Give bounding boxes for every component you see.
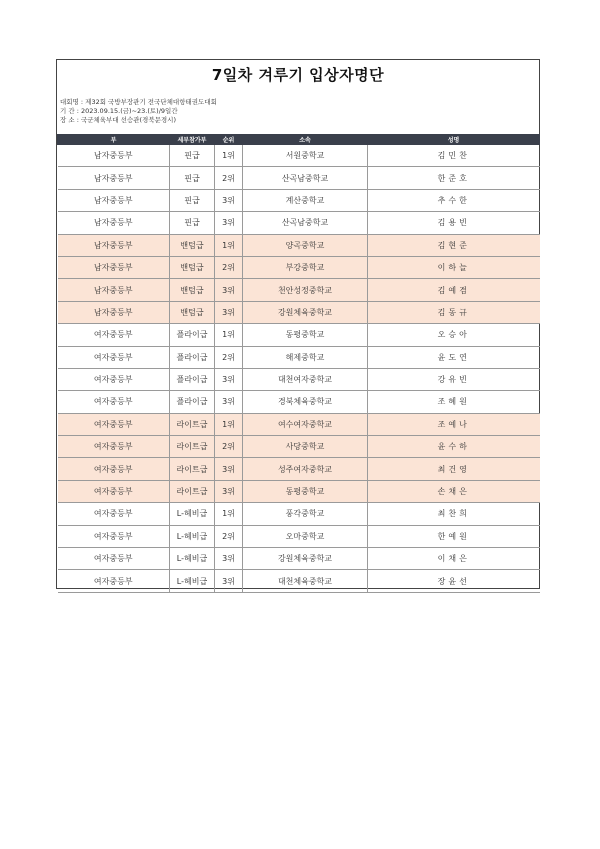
cell-division: 남자중등부: [58, 234, 170, 256]
table-row: [58, 212, 540, 234]
cell-weight-class: L-헤비급: [170, 548, 215, 570]
table-row: [58, 301, 540, 323]
cell-school: 경북체육중학교: [243, 391, 368, 413]
cell-weight-class: L-헤비급: [170, 503, 215, 525]
cell-weight-class: 플라이급: [170, 391, 215, 413]
results-table: [57, 134, 540, 593]
cell-school: 대천여자중학교: [243, 368, 368, 390]
cell-weight-class: L-헤비급: [170, 525, 215, 547]
cell-weight-class: 핀급: [170, 145, 215, 167]
cell-weight-class: 밴텀급: [170, 301, 215, 323]
cell-rank: 3위: [215, 570, 243, 592]
column-header-name: 성명: [368, 135, 540, 145]
cell-school: 천안성정중학교: [243, 279, 368, 301]
cell-name: 한준호: [368, 167, 540, 189]
cell-division: 여자중등부: [58, 413, 170, 435]
cell-school: 여수여자중학교: [243, 413, 368, 435]
cell-rank: 1위: [215, 145, 243, 167]
cell-weight-class: 플라이급: [170, 368, 215, 390]
cell-name: 김민찬: [368, 145, 540, 167]
cell-weight-class: 밴텀급: [170, 279, 215, 301]
cell-name: 이하늘: [368, 256, 540, 278]
cell-name: 조혜원: [368, 391, 540, 413]
cell-name: 추수한: [368, 189, 540, 211]
cell-rank: 3위: [215, 458, 243, 480]
cell-division: 남자중등부: [58, 279, 170, 301]
cell-rank: 3위: [215, 212, 243, 234]
cell-weight-class: L-헤비급: [170, 570, 215, 592]
table-row: [58, 391, 540, 413]
cell-school: 풍각중학교: [243, 503, 368, 525]
cell-weight-class: 핀급: [170, 167, 215, 189]
cell-name: 이채은: [368, 548, 540, 570]
cell-name: 강유빈: [368, 368, 540, 390]
cell-school: 부강중학교: [243, 256, 368, 278]
cell-rank: 3위: [215, 480, 243, 502]
cell-weight-class: 핀급: [170, 189, 215, 211]
cell-name: 최건영: [368, 458, 540, 480]
cell-division: 여자중등부: [58, 570, 170, 592]
cell-division: 남자중등부: [58, 256, 170, 278]
table-row: [58, 436, 540, 458]
cell-school: 동평중학교: [243, 480, 368, 502]
cell-name: 김동규: [368, 301, 540, 323]
cell-name: 조예나: [368, 413, 540, 435]
cell-division: 여자중등부: [58, 391, 170, 413]
cell-school: 성주여자중학교: [243, 458, 368, 480]
cell-school: 강원체육중학교: [243, 301, 368, 323]
cell-rank: 3위: [215, 391, 243, 413]
table-row: [58, 279, 540, 301]
cell-rank: 2위: [215, 436, 243, 458]
column-header-rank: 순위: [215, 135, 243, 145]
cell-weight-class: 밴텀급: [170, 234, 215, 256]
cell-division: 여자중등부: [58, 458, 170, 480]
cell-division: 여자중등부: [58, 503, 170, 525]
table-row: [58, 570, 540, 592]
column-header-weight-class: 세부참가부: [170, 135, 215, 145]
cell-division: 여자중등부: [58, 324, 170, 346]
cell-weight-class: 플라이급: [170, 346, 215, 368]
column-header-school: 소속: [243, 135, 368, 145]
table-row: [58, 413, 540, 435]
cell-rank: 3위: [215, 189, 243, 211]
cell-division: 여자중등부: [58, 346, 170, 368]
cell-rank: 2위: [215, 256, 243, 278]
cell-rank: 2위: [215, 525, 243, 547]
cell-division: 남자중등부: [58, 145, 170, 167]
cell-name: 오승아: [368, 324, 540, 346]
cell-weight-class: 핀급: [170, 212, 215, 234]
table-body: [58, 145, 540, 593]
table-row: [58, 525, 540, 547]
cell-name: 장윤선: [368, 570, 540, 592]
cell-name: 김용빈: [368, 212, 540, 234]
table-row: [58, 145, 540, 167]
table-row: [58, 503, 540, 525]
cell-rank: 1위: [215, 413, 243, 435]
cell-school: 대천체육중학교: [243, 570, 368, 592]
cell-name: 최찬희: [368, 503, 540, 525]
cell-rank: 1위: [215, 324, 243, 346]
cell-name: 윤수하: [368, 436, 540, 458]
table-row: [58, 167, 540, 189]
cell-school: 계산중학교: [243, 189, 368, 211]
column-header-division: 부: [58, 135, 170, 145]
table-row: [58, 324, 540, 346]
table-row: [58, 234, 540, 256]
cell-weight-class: 라이트급: [170, 413, 215, 435]
table-row: [58, 368, 540, 390]
cell-weight-class: 라이트급: [170, 436, 215, 458]
cell-school: 강원체육중학교: [243, 548, 368, 570]
cell-division: 여자중등부: [58, 368, 170, 390]
document-title: 7일차 겨루기 입상자명단: [211, 66, 385, 84]
cell-name: 윤도연: [368, 346, 540, 368]
cell-rank: 3위: [215, 368, 243, 390]
cell-weight-class: 플라이급: [170, 324, 215, 346]
cell-division: 여자중등부: [58, 436, 170, 458]
cell-name: 한예원: [368, 525, 540, 547]
cell-name: 김현준: [368, 234, 540, 256]
table-row: [58, 480, 540, 502]
cell-weight-class: 밴텀급: [170, 256, 215, 278]
cell-school: 양곡중학교: [243, 234, 368, 256]
cell-division: 여자중등부: [58, 525, 170, 547]
cell-school: 해제중학교: [243, 346, 368, 368]
cell-rank: 3위: [215, 548, 243, 570]
cell-weight-class: 라이트급: [170, 480, 215, 502]
tournament-period: 기 간 : 2023.09.15.(금)~23.(토)/9일간: [60, 107, 178, 115]
tournament-venue: 장 소 : 국군체육부대 선승관(경북문경시): [60, 116, 176, 124]
cell-division: 여자중등부: [58, 480, 170, 502]
cell-rank: 2위: [215, 167, 243, 189]
table-row: [58, 548, 540, 570]
table-row: [58, 256, 540, 278]
cell-school: 산곡남중학교: [243, 212, 368, 234]
cell-name: 김예겸: [368, 279, 540, 301]
cell-rank: 2위: [215, 346, 243, 368]
cell-school: 동평중학교: [243, 324, 368, 346]
cell-name: 손채은: [368, 480, 540, 502]
cell-rank: 3위: [215, 279, 243, 301]
cell-division: 남자중등부: [58, 189, 170, 211]
results-sheet: [56, 59, 540, 589]
cell-school: 사당중학교: [243, 436, 368, 458]
cell-rank: 1위: [215, 503, 243, 525]
table-header-row: [58, 135, 540, 145]
cell-division: 남자중등부: [58, 167, 170, 189]
cell-division: 남자중등부: [58, 301, 170, 323]
cell-division: 남자중등부: [58, 212, 170, 234]
cell-school: 서원중학교: [243, 145, 368, 167]
cell-school: 산곡남중학교: [243, 167, 368, 189]
cell-school: 오마중학교: [243, 525, 368, 547]
tournament-name: 대회명 : 제32회 국방부장관기 전국단체대항태권도대회: [60, 98, 217, 106]
cell-division: 여자중등부: [58, 548, 170, 570]
table-row: [58, 346, 540, 368]
table-row: [58, 458, 540, 480]
cell-rank: 1위: [215, 234, 243, 256]
cell-rank: 3위: [215, 301, 243, 323]
table-row: [58, 189, 540, 211]
cell-weight-class: 라이트급: [170, 458, 215, 480]
